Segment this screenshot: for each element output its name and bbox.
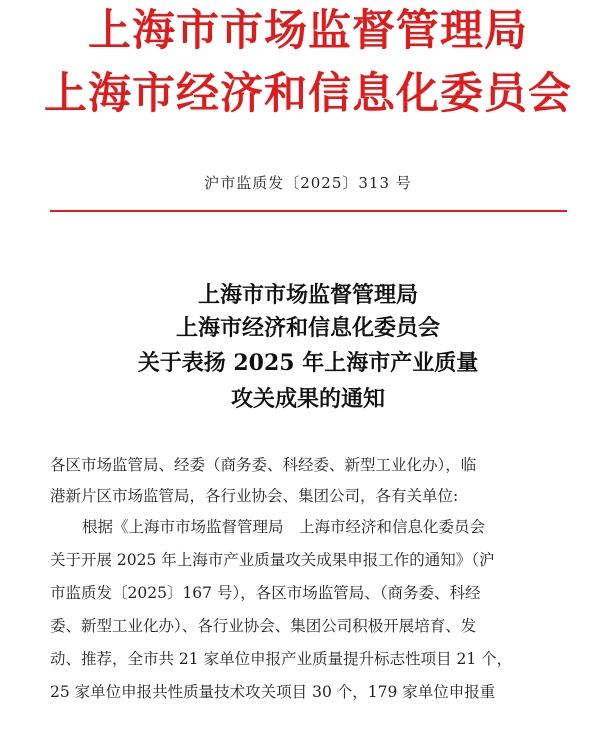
notice-title-line-1: 上海市市场监督管理局 [197,282,418,308]
red-divider-line [50,210,567,212]
body-line-recipients-2: 港新片区市场监管局，各行业协会、集团公司，各有关单位: [50,487,459,505]
notice-title-line-3: 关于表扬 2025 年上海市产业质量 [137,350,479,376]
document-number: 沪市监质发〔2025〕313 号 [204,174,412,192]
issuer-name-economy-commission: 上海市经济和信息化委员会 [44,69,572,119]
issuer-name-market-regulation: 上海市市场监督管理局 [88,6,528,56]
body-line: 动、推荐，全市共 21 家单位申报产业质量提升标志性项目 21 个， [50,650,513,668]
body-paragraph-start: 根据《上海市市场监督管理局 上海市经济和信息化委员会 [82,518,486,536]
notice-title-line-4: 攻关成果的通知 [230,386,385,412]
notice-title-line-2: 上海市经济和信息化委员会 [175,315,440,341]
body-line: 关于开展 2025 年上海市产业质量攻关成果申报工作的通知》（沪 [50,551,495,569]
body-line-recipients-1: 各区市场监管局、经委（商务委、科经委、新型工业化办），临 [50,456,477,474]
body-line: 市监质发〔2025〕167 号），各区市场监管局、（商务委、科经 [50,584,481,602]
body-line: 25 家单位申报共性质量技术攻关项目 30 个，179 家单位申报重 [50,683,496,701]
body-line: 委、新型工业化办）、各行业协会、集团公司积极开展培育、发 [50,617,477,635]
